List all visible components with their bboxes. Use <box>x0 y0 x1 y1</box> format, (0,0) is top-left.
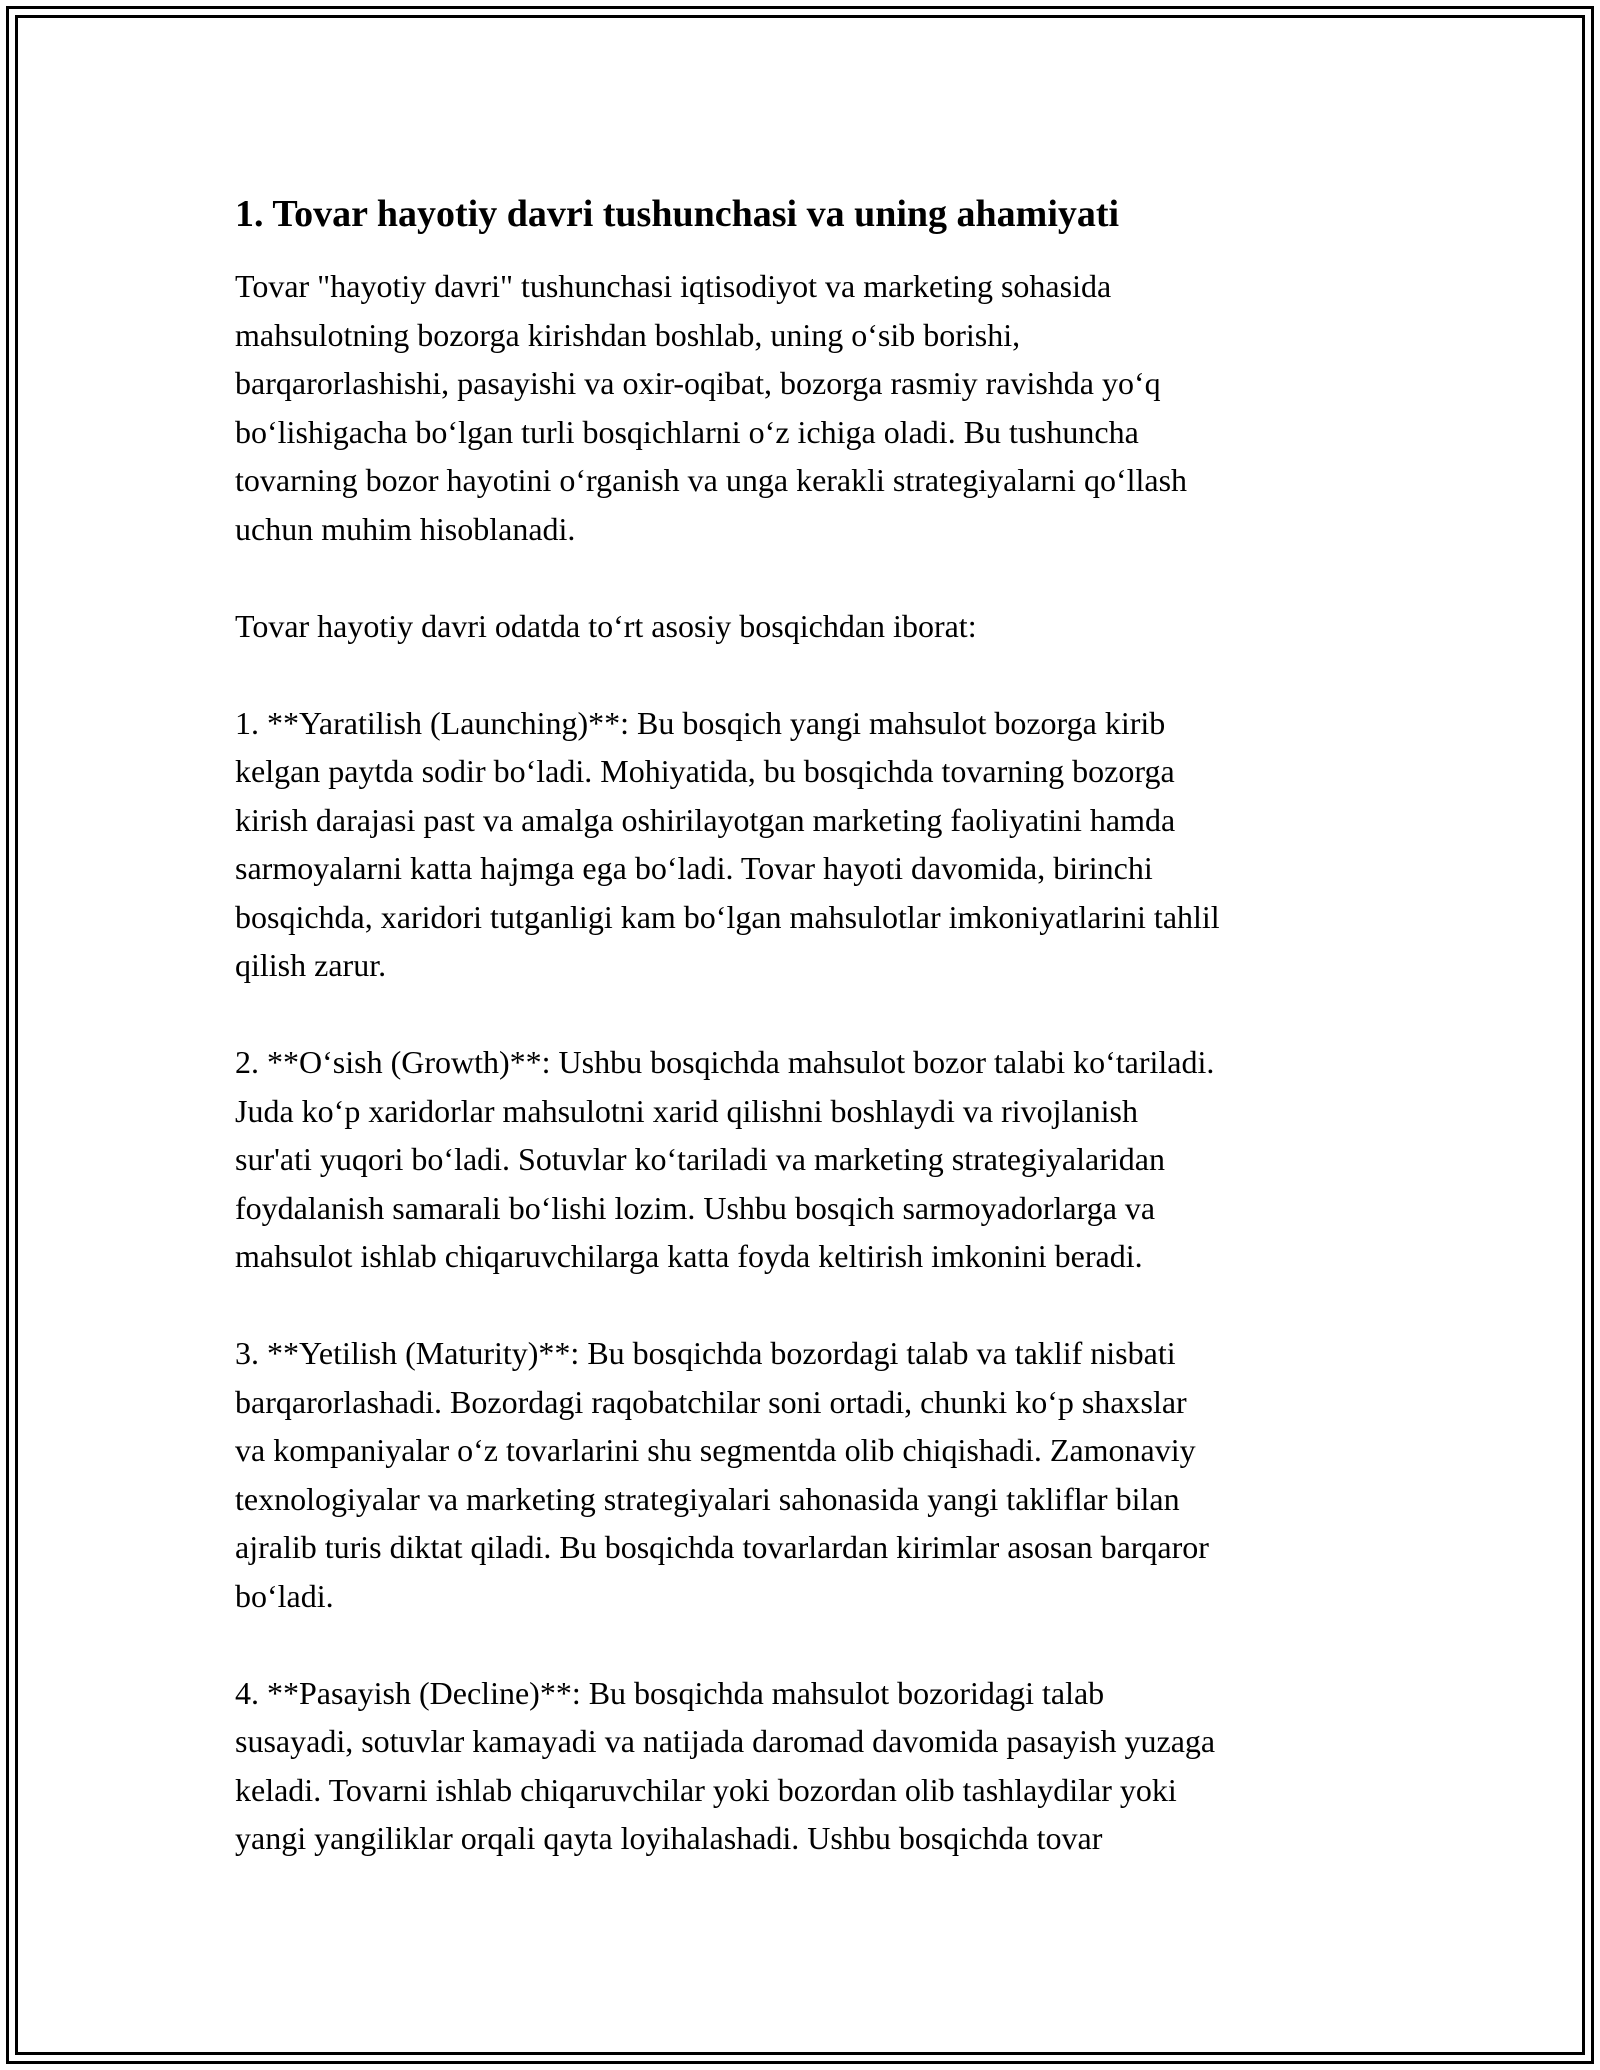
paragraph-stage-decline: 4. **Pasayish (Decline)**: Bu bosqichda mahsulot bozoridagi talab susayadi, sotuvlar kamayadi va natijada daromad davomida pasayish yuzaga keladi. Tovarni ishlab chiqaruvchilar yoki bozordan olib tashlaydilar yoki yangi yangiliklar orqali qayta loyihalashadi. Ushbu bosqichda tovar <box>235 1674 1216 1856</box>
paragraph-stage-maturity: 3. **Yetilish (Maturity)**: Bu bosqichda bozordagi talab va taklif nisbati barqarorlashadi. Bozordagi raqobatchilar soni ortadi, chunki ko‘p shaxslar va kompaniyalar o‘z tovarlarini shu segmentda olib chiqishadi. Zamonaviy texnologiyalar va marketing strategiyalari sahonasida yangi takliflar bilan ajralib turis diktat qiladi. Bu bosqichda tovarlardan kirimlar asosan barqaror bo‘ladi. <box>235 1335 1209 1614</box>
paragraph-stage-growth: 2. **O‘sish (Growth)**: Ushbu bosqichda mahsulot bozor talabi ko‘tariladi. Juda ko‘p xaridorlar mahsulotni xarid qilishni boshlaydi va rivojlanish sur'ati yuqori bo‘ladi. Sotuvlar ko‘tariladi va marketing strategiyalaridan foydalanish samarali bo‘lishi lozim. Ushbu bosqich sarmoyadorlarga va mahsulot ishlab chiqaruvchilarga katta foyda keltirish imkonini beradi. <box>235 1044 1215 1274</box>
document-body <box>235 188 1375 1911</box>
paragraph-stages-lead: Tovar hayotiy davri odatda to‘rt asosiy bosqichdan iborat: <box>235 607 977 644</box>
paragraph-stage-launching: 1. **Yaratilish (Launching)**: Bu bosqich yangi mahsulot bozorga kirib kelgan paytda sodir bo‘ladi. Mohiyatida, bu bosqichda tovarning bozorga kirish darajasi past va amalga oshirilayotgan marketing faoliyatini hamda sarmoyalarni katta hajmga ega bo‘ladi. Tovar hayoti davomida, birinchi bosqichda, xaridori tutganligi kam bo‘lgan mahsulotlar imkoniyatlarini tahlil qilish zarur. <box>235 704 1220 983</box>
paragraph-intro: Tovar "hayotiy davri" tushunchasi iqtisodiyot va marketing sohasida mahsulotning bozorga kirishdan boshlab, uning o‘sib borishi, barqarorlashishi, pasayishi va oxir-oqibat, bozorga rasmiy ravishda yo‘q bo‘lishigacha bo‘lgan turli bosqichlarni o‘z ichiga oladi. Bu tushuncha tovarning bozor hayotini o‘rganish va unga kerakli strategiyalarni qo‘llash uchun muhim hisoblanadi. <box>235 268 1188 547</box>
document-title: 1. Tovar hayotiy davri tushunchasi va uning ahamiyati <box>235 193 1120 235</box>
